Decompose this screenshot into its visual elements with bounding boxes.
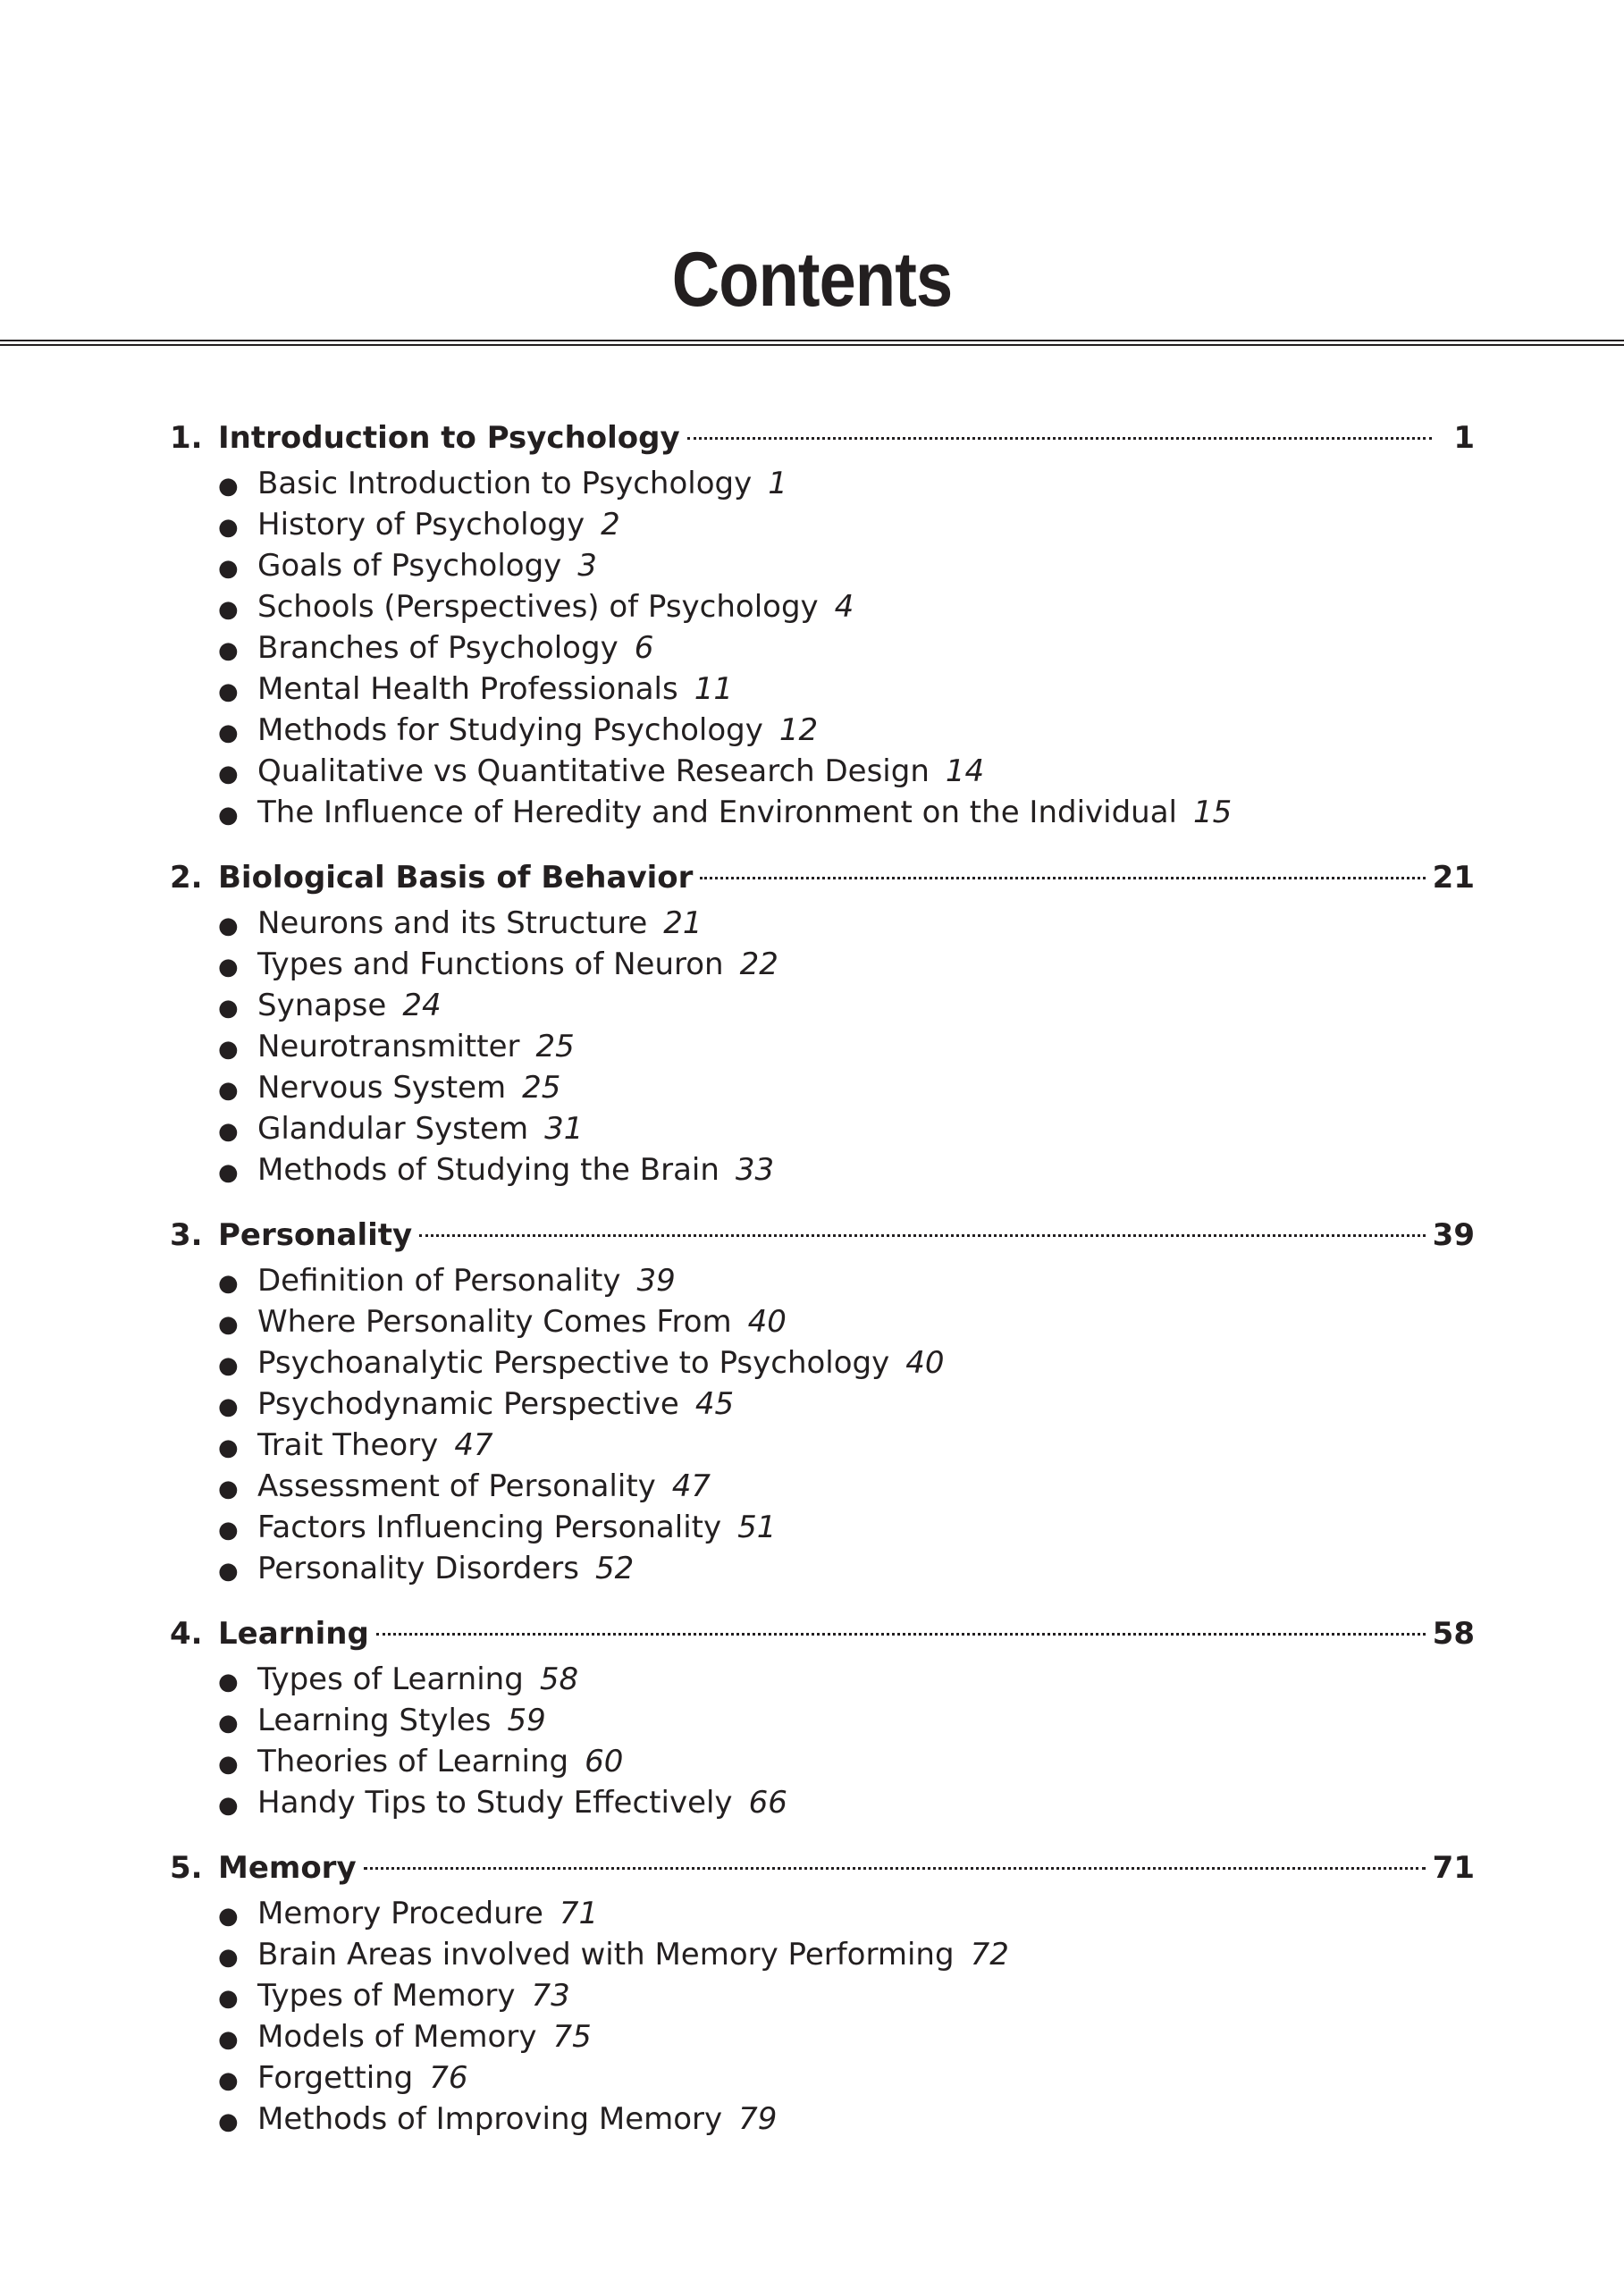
topic-page-number: 59 (507, 1703, 546, 1738)
topic-item[interactable] (170, 944, 1475, 985)
topic-title: History of Psychology (257, 507, 585, 543)
topic-title: Learning Styles (257, 1703, 492, 1738)
topic-item[interactable] (170, 1741, 1475, 1782)
topic-title: Trait Theory (257, 1427, 439, 1463)
bullet-icon: ● (218, 954, 239, 980)
topic-page-number: 66 (748, 1785, 787, 1821)
topic-page-number: 21 (663, 905, 703, 941)
table-of-contents (170, 413, 1475, 2159)
bullet-icon: ● (218, 1352, 239, 1379)
chapter-number: 3. (170, 1217, 203, 1253)
topic-title: Handy Tips to Study Effectively (257, 1785, 733, 1821)
topic-page-number: 15 (1193, 795, 1233, 830)
topic-item[interactable] (170, 1425, 1475, 1466)
topic-page-number: 4 (834, 589, 854, 625)
chapter-heading[interactable] (170, 853, 1475, 903)
topic-title: Schools (Perspectives) of Psychology (257, 589, 819, 625)
chapter-section (170, 413, 1475, 833)
topic-item[interactable] (170, 504, 1475, 545)
chapter-page-number: 1 (1453, 420, 1475, 456)
topic-page-number: 39 (636, 1263, 676, 1299)
topic-item[interactable] (170, 463, 1475, 504)
bullet-icon: ● (218, 2026, 239, 2053)
chapter-section (170, 853, 1475, 1190)
chapter-heading[interactable] (170, 1609, 1475, 1659)
topic-item[interactable] (170, 2057, 1475, 2099)
topic-title: The Influence of Heredity and Environment on the Individual (257, 795, 1177, 830)
topic-item[interactable] (170, 1507, 1475, 1548)
topic-item[interactable] (170, 1659, 1475, 1700)
topic-title: Methods for Studying Psychology (257, 712, 763, 748)
topic-item[interactable] (170, 545, 1475, 586)
bullet-icon: ● (218, 1985, 239, 2012)
topic-title: Where Personality Comes From (257, 1304, 732, 1340)
topic-title: Mental Health Professionals (257, 671, 678, 707)
topic-title: Brain Areas involved with Memory Performing (257, 1937, 955, 1973)
chapter-page-number: 58 (1432, 1616, 1475, 1652)
topic-title: Methods of Improving Memory (257, 2101, 723, 2137)
topic-title: Neurotransmitter (257, 1029, 520, 1064)
bullet-icon: ● (218, 913, 239, 939)
topic-page-number: 51 (737, 1510, 777, 1545)
chapter-page-number: 39 (1432, 1217, 1475, 1253)
topic-page-number: 31 (544, 1111, 584, 1147)
topic-item[interactable] (170, 586, 1475, 627)
bullet-icon: ● (218, 761, 239, 787)
topic-page-number: 73 (531, 1978, 570, 2014)
topic-page-number: 71 (559, 1896, 599, 1931)
chapter-page-number: 21 (1432, 860, 1475, 896)
topic-item[interactable] (170, 1301, 1475, 1342)
topic-page-number: 47 (454, 1427, 493, 1463)
bullet-icon: ● (218, 1393, 239, 1420)
bullet-icon: ● (218, 1434, 239, 1461)
topic-title: Synapse (257, 988, 387, 1023)
chapter-title: Introduction to Psychology (218, 420, 680, 456)
chapter-title: Personality (218, 1217, 413, 1253)
bullet-icon: ● (218, 1036, 239, 1063)
topic-page-number: 40 (905, 1345, 945, 1381)
topic-page-number: 79 (738, 2101, 778, 2137)
topic-page-number: 47 (671, 1468, 711, 1504)
topic-item[interactable] (170, 1782, 1475, 1823)
topic-title: Methods of Studying the Brain (257, 1152, 719, 1188)
topic-page-number: 24 (402, 988, 442, 1023)
bullet-icon: ● (218, 1476, 239, 1502)
topic-page-number: 75 (552, 2019, 592, 2055)
topic-item[interactable] (170, 2016, 1475, 2057)
bullet-icon: ● (218, 678, 239, 705)
bullet-icon: ● (218, 1118, 239, 1145)
dot-leader (419, 1234, 1425, 1237)
topic-page-number: 72 (970, 1937, 1009, 1973)
topic-list (170, 1893, 1475, 2140)
dot-leader (687, 437, 1432, 440)
topic-page-number: 6 (634, 630, 654, 666)
bullet-icon: ● (218, 555, 239, 582)
topic-title: Types and Functions of Neuron (257, 946, 724, 982)
topic-page-number: 52 (594, 1551, 635, 1586)
chapter-section (170, 1609, 1475, 1823)
topic-item[interactable] (170, 751, 1475, 792)
topic-list (170, 1260, 1475, 1589)
topic-item[interactable] (170, 710, 1475, 751)
topic-page-number: 76 (429, 2060, 468, 2096)
topic-title: Neurons and its Structure (257, 905, 648, 941)
chapter-heading[interactable] (170, 1210, 1475, 1260)
topic-page-number: 11 (694, 671, 733, 707)
topic-item[interactable] (170, 1149, 1475, 1190)
chapter-number: 2. (170, 860, 203, 896)
bullet-icon: ● (218, 1159, 239, 1186)
bullet-icon: ● (218, 1944, 239, 1971)
topic-item[interactable] (170, 903, 1475, 944)
topic-item[interactable] (170, 669, 1475, 710)
topic-title: Models of Memory (257, 2019, 537, 2055)
title-divider (0, 340, 1624, 346)
chapter-number: 1. (170, 420, 203, 456)
bullet-icon: ● (218, 637, 239, 664)
bullet-icon: ● (218, 596, 239, 623)
topic-item[interactable] (170, 1026, 1475, 1067)
chapter-section (170, 1843, 1475, 2140)
topic-page-number: 58 (539, 1661, 579, 1697)
chapter-title: Memory (218, 1850, 357, 1886)
chapter-heading[interactable] (170, 413, 1475, 463)
bullet-icon: ● (218, 1792, 239, 1819)
chapter-title: Learning (218, 1616, 369, 1652)
chapter-heading[interactable] (170, 1843, 1475, 1893)
topic-title: Forgetting (257, 2060, 414, 2096)
topic-item[interactable] (170, 1384, 1475, 1425)
bullet-icon: ● (218, 1517, 239, 1544)
topic-title: Factors Influencing Personality (257, 1510, 722, 1545)
bullet-icon: ● (218, 802, 239, 829)
topic-title: Branches of Psychology (257, 630, 618, 666)
topic-title: Psychodynamic Perspective (257, 1386, 679, 1422)
topic-item[interactable] (170, 627, 1475, 669)
topic-title: Nervous System (257, 1070, 507, 1106)
topic-page-number: 2 (601, 507, 620, 543)
chapter-page-number: 71 (1432, 1850, 1475, 1886)
topic-page-number: 33 (735, 1152, 775, 1188)
topic-item[interactable] (170, 1934, 1475, 1975)
topic-item[interactable] (170, 1067, 1475, 1108)
topic-title: Memory Procedure (257, 1896, 543, 1931)
topic-title: Basic Introduction to Psychology (257, 466, 753, 501)
bullet-icon: ● (218, 1751, 239, 1778)
bullet-icon: ● (218, 1558, 239, 1585)
topic-item[interactable] (170, 1548, 1475, 1589)
topic-title: Types of Memory (257, 1978, 516, 2014)
bullet-icon: ● (218, 473, 239, 500)
topic-item[interactable] (170, 1108, 1475, 1149)
topic-page-number: 1 (768, 466, 787, 501)
topic-item[interactable] (170, 1975, 1475, 2016)
topic-item[interactable] (170, 2099, 1475, 2140)
topic-title: Goals of Psychology (257, 548, 562, 584)
dot-leader (376, 1633, 1426, 1636)
topic-title: Psychoanalytic Perspective to Psychology (257, 1345, 890, 1381)
topic-page-number: 12 (778, 712, 819, 748)
bullet-icon: ● (218, 1311, 239, 1338)
topic-list (170, 903, 1475, 1190)
bullet-icon: ● (218, 1710, 239, 1737)
bullet-icon: ● (218, 719, 239, 746)
topic-page-number: 25 (522, 1070, 561, 1106)
bullet-icon: ● (218, 2108, 239, 2135)
bullet-icon: ● (218, 995, 239, 1022)
bullet-icon: ● (218, 1270, 239, 1297)
topic-list (170, 1659, 1475, 1823)
topic-page-number: 22 (739, 946, 778, 982)
topic-title: Types of Learning (257, 1661, 524, 1697)
topic-item[interactable] (170, 1893, 1475, 1934)
bullet-icon: ● (218, 514, 239, 541)
page-title: Contents (671, 237, 953, 323)
topic-item[interactable] (170, 792, 1475, 833)
bullet-icon: ● (218, 1669, 239, 1695)
topic-page-number: 3 (577, 548, 597, 584)
topic-title: Personality Disorders (257, 1551, 579, 1586)
topic-list (170, 463, 1475, 833)
topic-page-number: 25 (535, 1029, 575, 1064)
dot-leader (364, 1867, 1426, 1870)
topic-item[interactable] (170, 1466, 1475, 1507)
topic-title: Assessment of Personality (257, 1468, 656, 1504)
topic-item[interactable] (170, 1700, 1475, 1741)
topic-title: Definition of Personality (257, 1263, 621, 1299)
topic-item[interactable] (170, 1260, 1475, 1301)
topic-page-number: 40 (747, 1304, 787, 1340)
topic-item[interactable] (170, 985, 1475, 1026)
dot-leader (700, 877, 1425, 879)
chapter-number: 4. (170, 1616, 203, 1652)
topic-page-number: 14 (945, 753, 985, 789)
chapter-number: 5. (170, 1850, 203, 1886)
chapter-title: Biological Basis of Behavior (218, 860, 694, 896)
topic-title: Qualitative vs Quantitative Research Design (257, 753, 930, 789)
bullet-icon: ● (218, 1903, 239, 1930)
topic-page-number: 45 (694, 1386, 735, 1422)
topic-page-number: 60 (585, 1744, 624, 1779)
chapter-section (170, 1210, 1475, 1589)
topic-title: Glandular System (257, 1111, 529, 1147)
bullet-icon: ● (218, 2067, 239, 2094)
topic-item[interactable] (170, 1342, 1475, 1384)
topic-title: Theories of Learning (257, 1744, 569, 1779)
bullet-icon: ● (218, 1077, 239, 1104)
